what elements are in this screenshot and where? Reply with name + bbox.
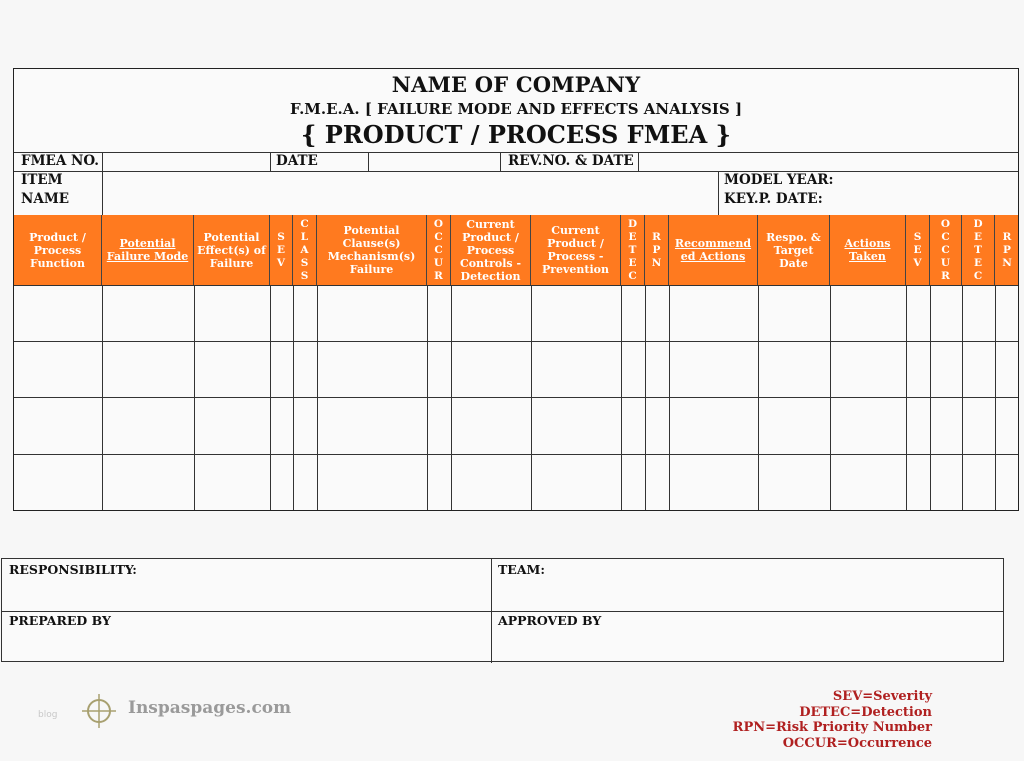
divider (14, 171, 1018, 172)
rev-date-label: REV.NO. & DATE (508, 153, 634, 169)
divider (638, 152, 639, 171)
company-name: NAME OF COMPANY (391, 72, 641, 97)
divider (102, 152, 103, 215)
column-header (317, 215, 427, 285)
column-header-label: Potential Clause(s) Mechanism(s) Failure (327, 224, 416, 276)
column-header-label: DETEC (972, 217, 984, 283)
legend-occur: OCCUR=Occurrence (782, 735, 932, 751)
column-header-label: Recommend ed Actions (674, 237, 752, 263)
column-header-label: OCCUR (432, 217, 445, 283)
divider (368, 152, 369, 171)
column-header-label: Respo. & Target Date (766, 230, 821, 270)
model-year-label: MODEL YEAR: (724, 172, 834, 188)
column-header-label: Current Product / Process Controls - Detection (459, 217, 522, 283)
grid-line (930, 285, 931, 511)
site-watermark: Inspaspages.com (128, 698, 292, 718)
grid-line (531, 285, 532, 511)
column-header (293, 215, 317, 285)
grid-line (14, 454, 1018, 455)
column-header-label: OCCUR (939, 217, 952, 283)
column-header-label: DETEC (626, 217, 639, 283)
grid-line (621, 285, 622, 511)
grid-line (645, 285, 646, 511)
grid-line (14, 397, 1018, 398)
grid-line (906, 285, 907, 511)
column-header (962, 215, 995, 285)
column-header (531, 215, 621, 285)
legend-detec: DETEC=Detection (799, 704, 932, 720)
column-header-label: SEV (911, 230, 924, 270)
grid-line (317, 285, 318, 511)
column-header-label: Current Product / Process -Prevention (541, 224, 610, 276)
divider (2, 611, 1003, 612)
legend-rpn: RPN=Risk Priority Number (732, 720, 932, 735)
responsibility-label: RESPONSIBILITY: (9, 562, 137, 577)
grid-line (14, 341, 1018, 342)
grid-line (669, 285, 670, 511)
prepared-by-label: PREPARED BY (9, 613, 111, 628)
grid-line (451, 285, 452, 511)
date-label: DATE (276, 153, 318, 169)
grid-line (270, 285, 271, 511)
title-block (14, 69, 1018, 152)
column-header (906, 215, 930, 285)
column-header (669, 215, 758, 285)
grid-line (962, 285, 963, 511)
column-header-label: RPN (650, 230, 663, 270)
column-header (427, 215, 451, 285)
grid-line (194, 285, 195, 511)
fmea-form (13, 68, 1019, 511)
column-header-label: Potential Effect(s) of Failure (197, 230, 266, 270)
grid-line (995, 285, 996, 511)
column-header (194, 215, 270, 285)
blog-watermark: blog (38, 710, 58, 720)
column-header-label: Product / Process Function (29, 230, 86, 270)
grid-line (758, 285, 759, 511)
column-header (830, 215, 906, 285)
fmea-no-label: FMEA NO. (21, 153, 100, 169)
approved-by-label: APPROVED BY (498, 613, 602, 628)
column-header-label: CLASS (298, 217, 311, 283)
signoff-box (1, 558, 1004, 662)
crosshair-logo-icon (80, 692, 120, 736)
column-header-row (14, 215, 1018, 285)
column-header (645, 215, 669, 285)
column-header (270, 215, 293, 285)
column-header-label: Actions Taken (844, 237, 891, 263)
column-header (102, 215, 194, 285)
item-label: ITEM (21, 172, 63, 188)
grid-line (14, 285, 1018, 286)
form-subtitle: F.M.E.A. [ FAILURE MODE AND EFFECTS ANALYSIS ] (289, 100, 743, 118)
divider (718, 171, 719, 215)
column-header (758, 215, 830, 285)
divider (491, 559, 492, 663)
abbreviation-legend (733, 689, 932, 751)
name-label: NAME (21, 191, 70, 207)
grid-line (102, 285, 103, 511)
column-header (995, 215, 1019, 285)
key-date-label: KEY.P. DATE: (724, 191, 823, 207)
column-header-label: SEV (275, 230, 287, 270)
team-label: TEAM: (498, 562, 545, 577)
divider (270, 152, 271, 171)
divider (500, 152, 501, 171)
column-header-label: RPN (1001, 230, 1013, 270)
column-header (451, 215, 531, 285)
grid-line (427, 285, 428, 511)
legend-sev: SEV=Severity (832, 689, 932, 704)
form-title: { PRODUCT / PROCESS FMEA } (301, 120, 731, 149)
column-header (14, 215, 102, 285)
grid-line (830, 285, 831, 511)
column-header-label: Potential Failure Mode (106, 237, 189, 263)
grid-line (293, 285, 294, 511)
column-header (621, 215, 645, 285)
column-header (930, 215, 962, 285)
